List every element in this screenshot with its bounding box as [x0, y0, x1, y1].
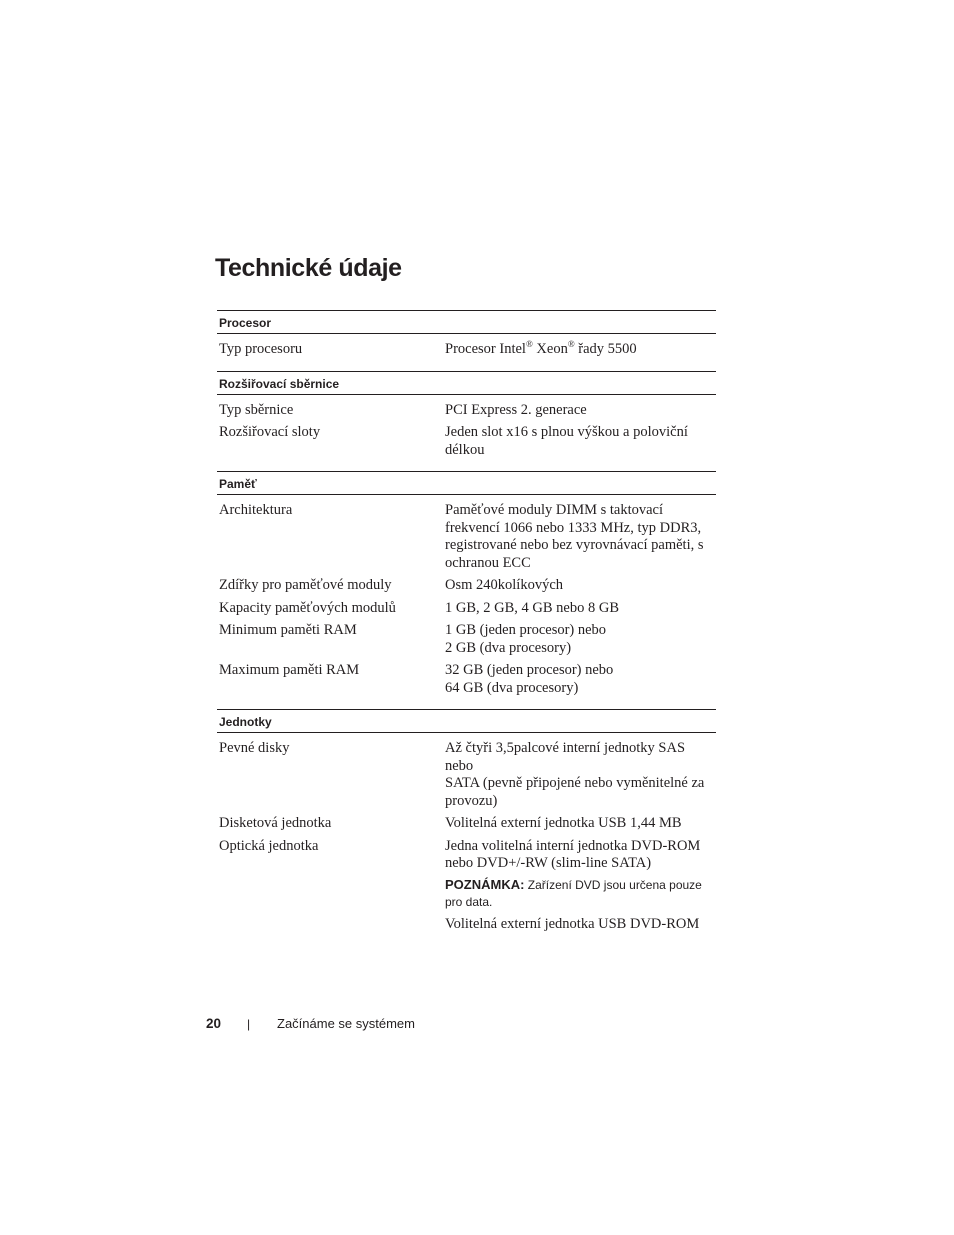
chapter-title: Začínáme se systémem [277, 1016, 415, 1031]
row-label: Typ procesoru [219, 341, 303, 357]
table-row [217, 657, 716, 697]
table-row [217, 497, 716, 572]
row-value: Až čtyři 3,5palcové interní jednotky SAS nebo SATA (pevně připojené nebo vyměnitelné za provozu) [445, 740, 705, 809]
row-label: Rozšiřovací sloty [219, 424, 321, 440]
table-row [217, 572, 716, 595]
footer-separator: | [247, 1017, 251, 1031]
page-title: Technické údaje [215, 254, 402, 282]
row-value: 1 GB (jeden procesor) nebo 2 GB (dva procesory) [445, 622, 607, 656]
specifications-table [217, 310, 716, 933]
row-label: Typ sběrnice [219, 401, 294, 418]
table-row [217, 336, 716, 359]
row-label: Minimum paměti RAM [219, 622, 357, 638]
row-label: Maximum paměti RAM [219, 662, 360, 678]
row-value: Osm 240kolíkových [445, 577, 564, 593]
table-row [217, 617, 716, 657]
table-row [217, 419, 716, 459]
table-row [217, 735, 716, 810]
table-row [217, 833, 716, 934]
row-label: Disketová jednotka [219, 815, 332, 831]
note-text: Zařízení DVD jsou určena pouze [524, 877, 702, 892]
row-label: Kapacity paměťových modulů [219, 599, 396, 616]
section-heading-drives: Jednotky [217, 709, 716, 733]
row-value: 1 GB, 2 GB, 4 GB nebo 8 GB [445, 599, 620, 616]
row-value: Paměťové moduly DIMM s taktovací frekvencí 1066 nebo 1333 MHz, typ DDR3, registrované nebo bez vyrovnávací paměti, s ochranou ECC [445, 502, 704, 571]
row-value-extra: Volitelná externí jednotka USB DVD-ROM [445, 915, 700, 932]
table-row [217, 397, 716, 420]
note-text-cont: pro data. [445, 894, 493, 909]
row-label: Architektura [219, 502, 293, 518]
row-value: Jedna volitelná interní jednotka DVD-ROM nebo DVD+/-RW (slim-line SATA) POZNÁMKA: Zařízení DVD jsou určena pouze pro data. Volitelná externí jednotka USB DVD-ROM [445, 838, 716, 934]
page-number: 20 [206, 1016, 222, 1031]
section-heading-processor: Procesor [217, 310, 716, 334]
section-heading-bus: Rozšiřovací sběrnice [217, 371, 716, 395]
row-label: Zdířky pro paměťové moduly [219, 577, 392, 593]
note-label: POZNÁMKA: [445, 876, 525, 892]
row-label: Pevné disky [219, 740, 290, 756]
row-value: Jeden slot x16 s plnou výškou a poloviční délkou [445, 424, 688, 458]
row-label: Optická jednotka [219, 837, 319, 854]
row-value: PCI Express 2. generace [445, 401, 587, 418]
table-row [217, 595, 716, 618]
row-value: Procesor Intel® Xeon® řady 5500 [445, 339, 637, 357]
row-value: Volitelná externí jednotka USB 1,44 MB [445, 815, 682, 831]
section-heading-memory: Paměť [217, 471, 716, 495]
note [445, 876, 716, 911]
table-row [217, 810, 716, 833]
row-value: 32 GB (jeden procesor) nebo 64 GB (dva procesory) [445, 662, 614, 696]
